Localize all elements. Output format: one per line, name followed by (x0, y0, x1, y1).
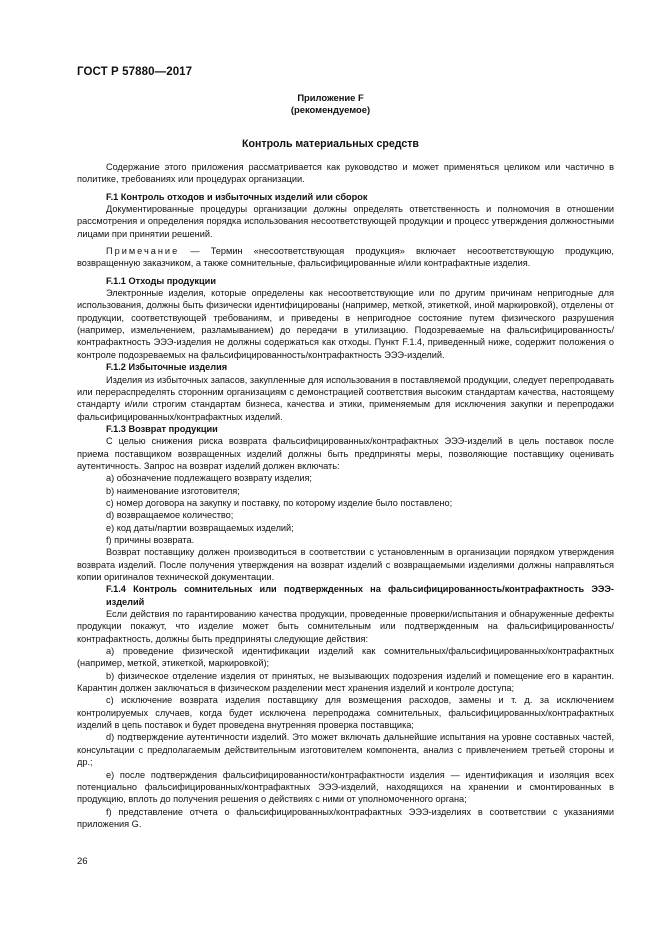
list-item: e) код даты/партии возвращаемых изделий; (106, 522, 294, 533)
appendix-status: (рекомендуемое) (290, 104, 371, 115)
section-f13-closing: Возврат поставщику должен производиться в соответствии с установленным в организации порядком утверждения возврата изделий. После получения утверждения на возврат изделий с возвращаемыми изделиями должны направляться копии оригиналов технической документации. (77, 547, 614, 582)
appendix-label: Приложение F (297, 92, 364, 103)
note-label: Примечание (106, 246, 180, 257)
list-item: e) после подтверждения фальсифицированности/контрафактности изделия — идентификация и изоляция всех потенциально фальсифицированных/контрафактных ЭЭЭ-изделий, находящихся на хранении и смонтированных в продукцию, вплоть до получения решения о действиях с ними от уполномоченного органа; (77, 769, 614, 805)
section-f14-heading: F.1.4 Контроль сомнительных или подтвержденных на фальсифицированность/контрафактность ЭЭЭ-изделий (106, 584, 614, 607)
list-item: f) представление отчета о фальсифицированных/контрафактных ЭЭЭ-изделиях в соответствии с указаниями приложения G. (77, 806, 614, 829)
list-item: a) обозначение подлежащего возврату изделия; (106, 473, 312, 484)
section-f14-text: Если действия по гарантированию качества продукции, проведенные проверки/испытания и обнаруженные дефекты продукции покажут, что изделие может быть сомнительным или подтвержденным на фальсифицированность/контрафактность, должны быть предприняты следующие действия: (77, 609, 614, 644)
page-number: 26 (77, 856, 88, 867)
list-item: a) проведение физической идентификации изделий как сомнительных/фальсифицированных/контрафактных (например, меткой, этикеткой, маркировкой); (77, 646, 614, 669)
section-f11-heading: F.1.1 Отходы продукции (106, 275, 216, 286)
section-f1-text: Документированные процедуры организации должны определять ответственность и полномочия в отношении рассмотрения и определения порядка использования несоответствующей продукции и процесс утверждения должностными лицами при принятии решений. (77, 204, 614, 239)
list-item: d) возвращаемое количество; (106, 510, 234, 521)
section-f13-text: С целью снижения риска возврата фальсифицированных/контрафактных ЭЭЭ-изделий в цель поставок после приема поставщиком возвращенных изделий должны быть предприняты меры, позволяющие поставщику оценивать аутентичность. Запрос на возврат изделий должен включать: (77, 436, 614, 471)
list-item: f) причины возврата. (106, 534, 195, 545)
section-f12-heading: F.1.2 Избыточные изделия (106, 362, 228, 373)
document-id: ГОСТ Р 57880—2017 (77, 66, 193, 78)
list-item: c) номер договора на закупку и поставку, по которому изделие было поставлено; (106, 497, 453, 508)
section-f1-heading: F.1 Контроль отходов и избыточных изделий или сборок (106, 191, 368, 202)
list-item: b) физическое отделение изделия от принятых, не вызывающих подозрения изделий и помещение его в карантин. Карантин должен заключаться в физическом разделении мест хранения изделий и контроле доступа; (77, 670, 614, 694)
list-item: d) подтверждение аутентичности изделий. Это может включать дальнейшие испытания на уровне составных частей, консультации с предполагаемым действительным изготовителем компонента, анализ с привлечением третьей стороны и др.; (77, 732, 614, 768)
intro-paragraph: Содержание этого приложения рассматривается как руководство и может применяться целиком или частично в политике, требованиях или процедурах организации. (77, 162, 614, 185)
note-text: — Термин «несоответствующая продукция» включает несоответствующую продукцию, возвращенную заказчиком, а также сомнительные, фальсифицированные и/или контрафактные изделия. (77, 246, 614, 269)
body-text (77, 161, 614, 830)
section-f11-text: Электронные изделия, которые определены как несоответствующие или по другим причинам непригодные для использования, должны быть физически идентифицированы (например, меткой, этикеткой, иной маркировкой), отделены от продукции, соответствующей требованиям, и приведены в непригодное состояние путем физического разрушения (например, измельчением, разламыванием) до передачи в утилизацию. Подозреваемые на фальсифицированность/контрафактность ЭЭЭ-изделия не должны содержаться как отходы. Пункт F.1.4, приведенный ниже, содержит положения о контроле подозреваемых на фальсифицированность/контрафактность ЭЭЭ-изделий. (77, 288, 614, 360)
section-f12-text: Изделия из избыточных запасов, закупленные для использования в поставляемой продукции, следует перепродавать или перераспределять сторонним организациям с демонстрацией соответствия высоким стандартам качества, настоящему стандарту и/или строгим стандартам бизнеса, качества и этики, применяемым для исключения закупки и перепродажи фальсифицированных/контрафактных изделий. (77, 374, 614, 422)
section-f13-heading: F.1.3 Возврат продукции (106, 423, 218, 434)
list-item: b) наименование изготовителя; (106, 485, 240, 496)
section-f1-note (77, 245, 614, 270)
list-item: c) исключение возврата изделия поставщику для возмещения расходов, замены и т. д. за исключением контролируемых случаев, когда будет исключена перепродажа сомнительных, фальсифицированных/контрафактных изделий в цепь поставок и будет проведена внутренняя проверка поставщика; (77, 695, 614, 731)
page-title: Контроль материальных средств (242, 138, 419, 150)
